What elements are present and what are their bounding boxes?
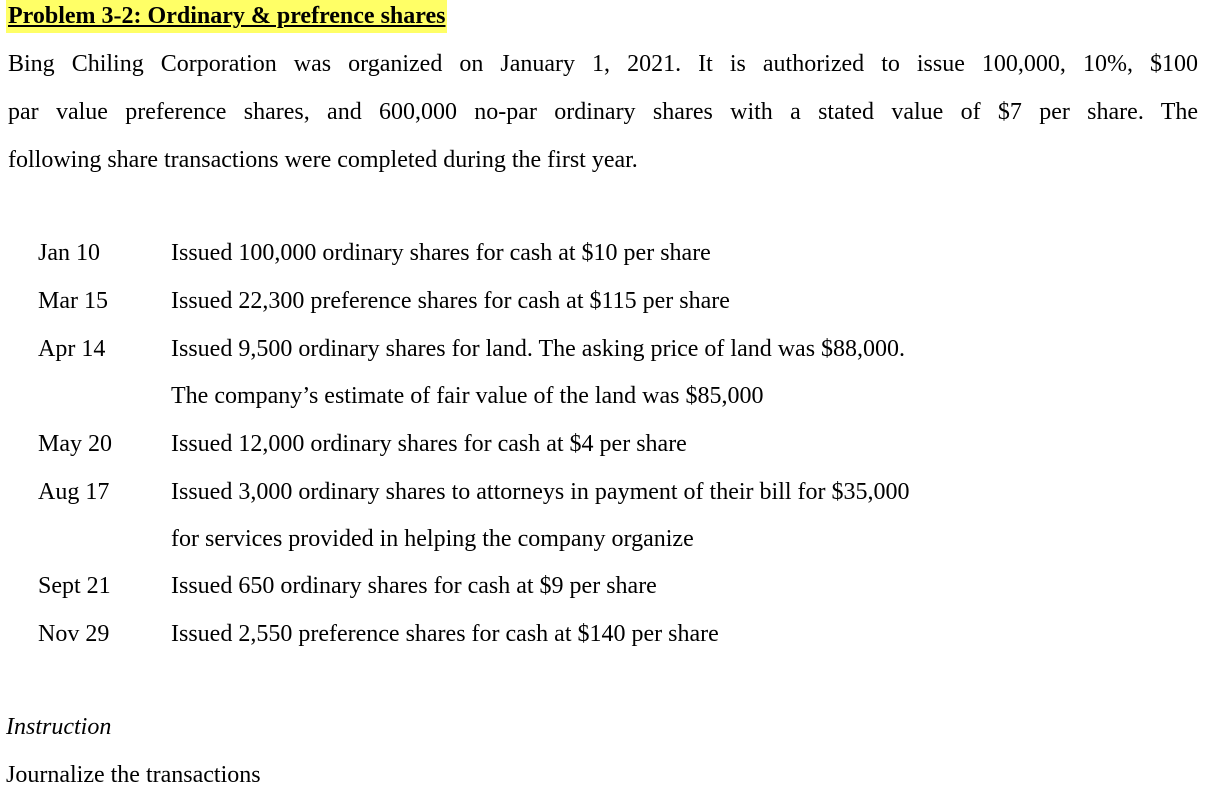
- problem-intro: [8, 40, 1198, 184]
- transaction-description: Issued 2,550 preference shares for cash at $140 per share: [171, 621, 719, 647]
- transaction-description: Issued 650 ordinary shares for cash at $9 per share: [171, 573, 657, 599]
- transaction-description: Issued 3,000 ordinary shares to attorneys in payment of their bill for $35,000: [171, 479, 910, 505]
- transaction-date: Apr 14: [38, 336, 106, 362]
- transaction-date: May 20: [38, 431, 112, 457]
- transaction-description-continued: for services provided in helping the company organize: [171, 526, 694, 552]
- transaction-description: Issued 9,500 ordinary shares for land. The asking price of land was $88,000.: [171, 336, 906, 362]
- transaction-description: Issued 12,000 ordinary shares for cash at $4 per share: [171, 431, 687, 457]
- intro-line-2: par value preference shares, and 600,000 no-par ordinary shares with a stated value of $7 per share. The: [8, 99, 1198, 125]
- instruction-text: Journalize the transactions: [6, 762, 261, 788]
- intro-line-1: Bing Chiling Corporation was organized on January 1, 2021. It is authorized to issue 100,000, 10%, $100: [8, 51, 1198, 77]
- transaction-date: Mar 15: [38, 288, 108, 314]
- problem-title: Problem 3-2: Ordinary & prefrence shares: [6, 0, 447, 33]
- transaction-description: Issued 100,000 ordinary shares for cash at $10 per share: [171, 240, 711, 266]
- transaction-date: Sept 21: [38, 573, 111, 599]
- instruction-label: Instruction: [6, 714, 112, 740]
- transaction-date: Jan 10: [38, 240, 100, 266]
- transaction-date: Aug 17: [38, 479, 110, 505]
- transaction-date: Nov 29: [38, 621, 110, 647]
- intro-line-3: following share transactions were completed during the first year.: [8, 147, 638, 173]
- transaction-description: Issued 22,300 preference shares for cash at $115 per share: [171, 288, 730, 314]
- transaction-description-continued: The company’s estimate of fair value of the land was $85,000: [171, 383, 764, 409]
